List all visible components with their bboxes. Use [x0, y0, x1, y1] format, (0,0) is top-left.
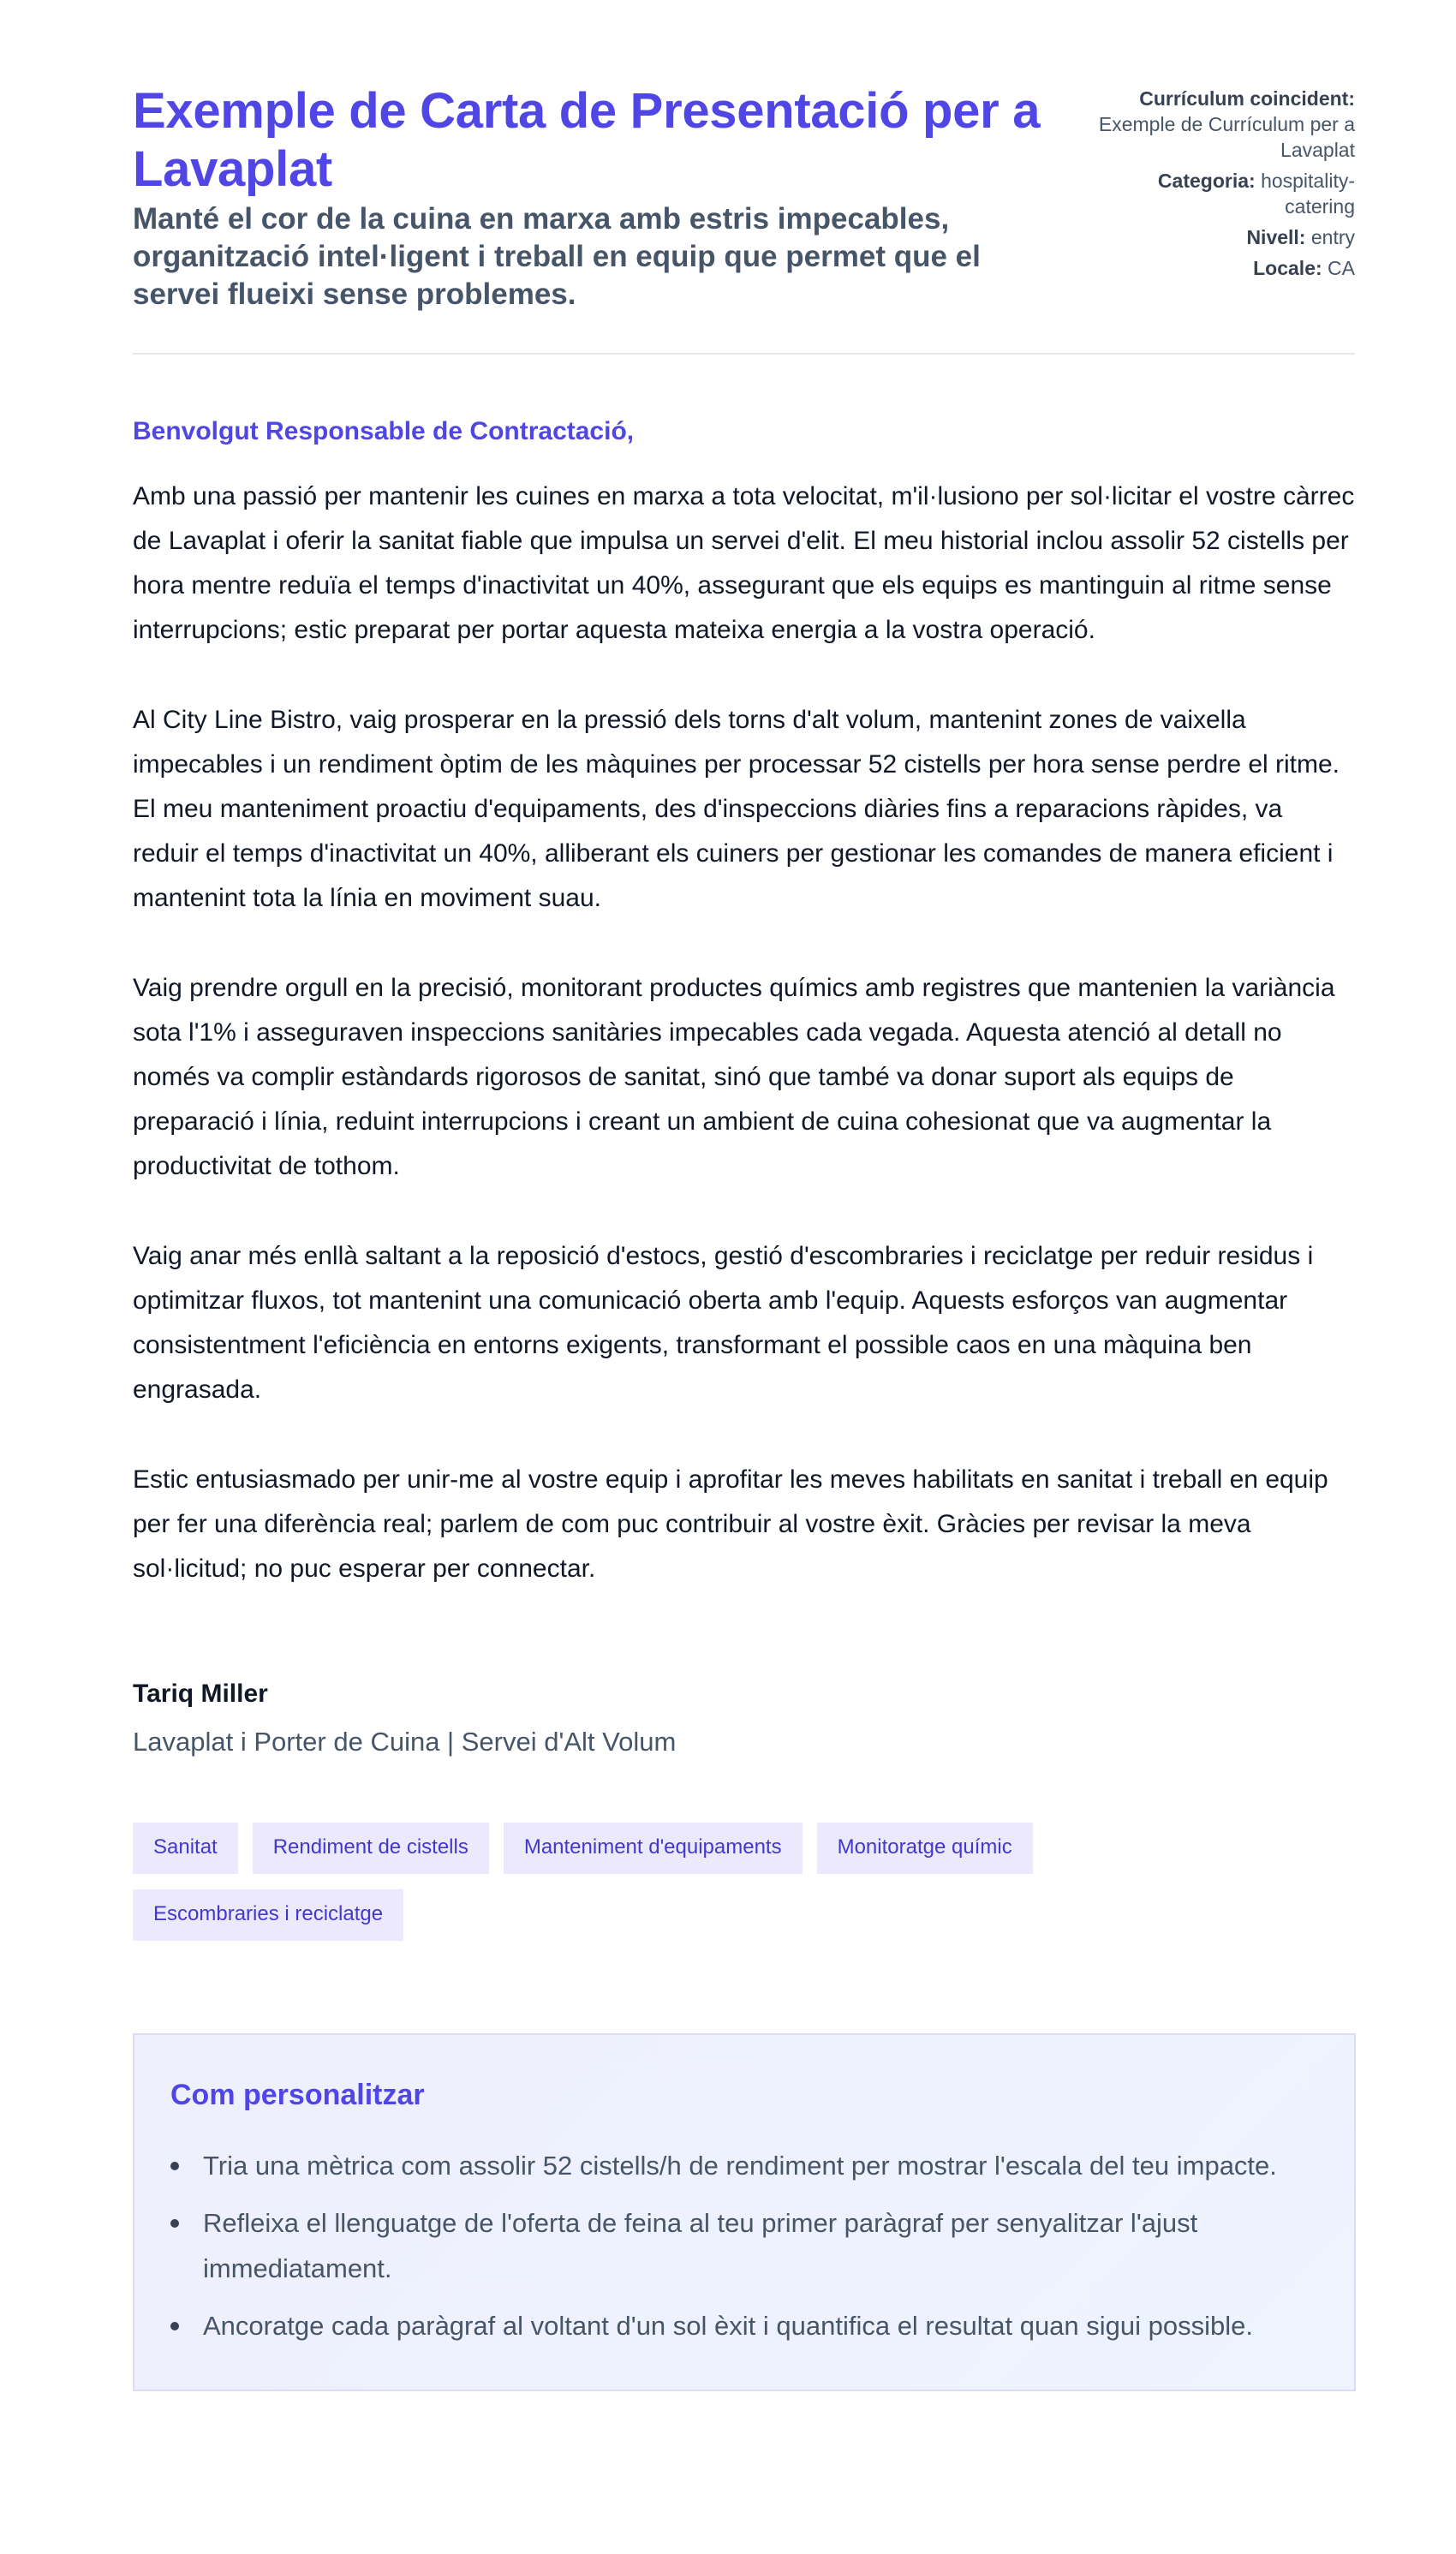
- letter-paragraph: Estic entusiasmado per unir-me al vostre equip i aprofitar les meves habilitats en sanitat i treball en equip per fer una diferència real; parlem de com puc contribuir al vostre èxit. Gràcies per revisar la meva sol·licitud; no puc esperar per connectar.: [133, 1465, 1328, 1583]
- tips-item: [170, 2200, 1318, 2291]
- letter-paragraph: Al City Line Bistro, vaig prosperar en la pressió dels torns d'alt volum, mantenint zones de vaixella impecables i un rendiment òptim de les màquines per processar 52 cistells per hora sense perdre el ritme. El meu manteniment proactiu d'equipaments, des d'inspeccions diàries fins a reparacions ràpides, va reduir el temps d'inactivitat un 40%, alliberant els cuiners per gestionar les comandes de manera eficient i mantenint tota la línia en moviment suau.: [133, 706, 1340, 912]
- skill-tags: [133, 1823, 1246, 1941]
- meta-locale: [1098, 255, 1355, 281]
- customization-tips-box: [133, 2033, 1356, 2391]
- letter-paragraph: Vaig prendre orgull en la precisió, monitorant productes químics amb registres que mantenien la variància sota l'1% i asseguraven inspeccions sanitàries impecables cada vegada. Aquesta atenció al detall no només va complir estàndards rigorosos de sanitat, sinó que també va donar suport als equips de preparació i línia, reduint interrupcions i creant un ambient de cuina cohesionat que va augmentar la productivitat de tothom.: [133, 974, 1335, 1180]
- bullet-icon: [170, 2322, 179, 2330]
- page-header: [133, 82, 1355, 355]
- skill-tag: Manteniment d'equipaments: [504, 1823, 803, 1874]
- meta-matched-resume-value: Exemple de Currículum per a Lavaplat: [1098, 113, 1355, 161]
- page-subtitle: Manté el cor de la cuina en marxa amb estris impecables, organització intel·ligent i treball en equip que permet que el servei flueixi sense problemes.: [133, 202, 981, 311]
- tips-item-text: Ancoratge cada paràgraf al voltant d'un sol èxit i quantifica el resultat quan sigui possible.: [203, 2311, 1253, 2341]
- meta-matched-resume: [1098, 86, 1355, 163]
- tips-item-text: Tria una mètrica com assolir 52 cistells/h de rendiment per mostrar l'escala del teu impacte.: [203, 2151, 1277, 2181]
- bullet-icon: [170, 2162, 179, 2170]
- tips-item: [170, 2143, 1318, 2188]
- meta-level-label: Nivell:: [1246, 226, 1306, 248]
- skill-tag: Sanitat: [133, 1823, 238, 1874]
- meta-panel: [1098, 86, 1355, 286]
- tips-title: Com personalitzar: [170, 2079, 425, 2111]
- meta-category-value: hospitality-catering: [1261, 170, 1355, 218]
- tips-item-text: Refleixa el llenguatge de l'oferta de feina al teu primer paràgraf per senyalitzar l'ajust immediatament.: [203, 2208, 1198, 2283]
- signature-name: Tariq Miller: [133, 1680, 268, 1708]
- meta-category-label: Categoria:: [1157, 170, 1256, 192]
- skill-tag: Escombraries i reciclatge: [133, 1889, 403, 1941]
- letter-greeting: Benvolgut Responsable de Contractació,: [133, 417, 635, 445]
- meta-level: [1098, 224, 1355, 250]
- signature-block: [133, 1677, 1355, 1759]
- meta-category: [1098, 168, 1355, 219]
- letter-paragraph: Amb una passió per mantenir les cuines en marxa a tota velocitat, m'il·lusiono per sol·licitar el vostre càrrec de Lavaplat i oferir la sanitat fiable que impulsa un servei d'elit. El meu historial inclou assolir 52 cistells per hora mentre reduïa el temps d'inactivitat un 40%, assegurant que els equips es mantinguin al ritme sense interrupcions; estic preparat per portar aquesta mateixa energia a la vostra operació.: [133, 482, 1355, 644]
- bullet-icon: [170, 2219, 179, 2228]
- signature-role: Lavaplat i Porter de Cuina | Servei d'Alt Volum: [133, 1727, 677, 1757]
- meta-level-value: entry: [1310, 226, 1355, 248]
- header-titles: [133, 82, 1075, 313]
- meta-locale-label: Locale:: [1253, 257, 1322, 279]
- letter-paragraph: Vaig anar més enllà saltant a la reposició d'estocs, gestió d'escombraries i reciclatge per reduir residus i optimitzar fluxos, tot mantenint una comunicació oberta amb l'equip. Aquests esforços van augmentar consistentment l'eficiència en entorns exigents, transformant el possible caos en una màquina ben engrasada.: [133, 1242, 1314, 1404]
- tips-list: [170, 2143, 1318, 2348]
- meta-matched-resume-label: Currículum coincident:: [1139, 87, 1355, 110]
- skill-tag: Rendiment de cistells: [253, 1823, 489, 1874]
- skill-tag: Monitoratge químic: [817, 1823, 1033, 1874]
- meta-locale-value: CA: [1328, 257, 1355, 279]
- tips-item: [170, 2303, 1318, 2348]
- page-title: Exemple de Carta de Presentació per a Lavaplat: [133, 83, 1041, 197]
- letter-body: [133, 415, 1355, 1759]
